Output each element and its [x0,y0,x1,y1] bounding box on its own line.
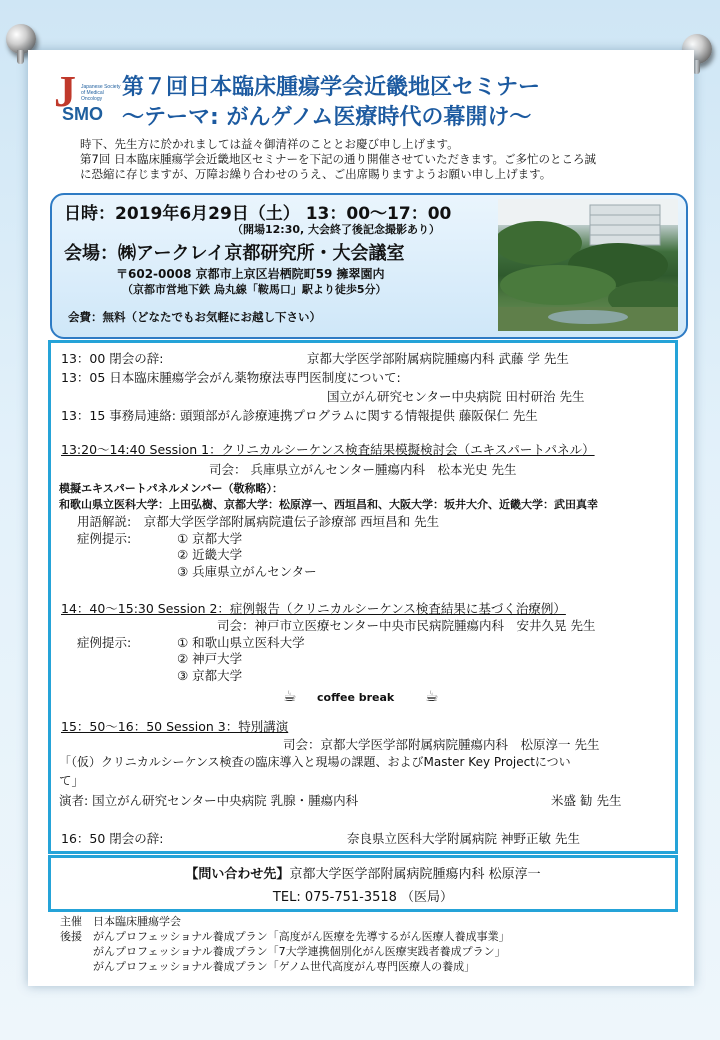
contact-org: 京都大学医学部附属病院腫瘍内科 松原淳一 [289,867,541,882]
event-date: 日時：2019年6月29日（土） 13：00～17：00 [64,204,452,224]
program-item: 13：15 事務局連絡: 頭頸部がん診療連携プログラムに関する情報提供 藤阪保仁 先生 [61,408,538,423]
venue-garden-photo [498,199,678,331]
case-item: ③ 京都大学 [177,668,243,683]
title-line1: 第７回日本臨床腫瘍学会近畿地区セミナー [122,75,541,100]
session2-chair: 司会：神戸市立医療センター中央市民病院腫瘍内科 安井久晃 先生 [217,618,596,633]
program-speaker: 国立がん研究センター中央病院 田村研治 先生 [327,389,585,404]
garden-illustration [498,199,678,331]
jsmo-logo [48,67,124,126]
intro-line: 第7回 日本臨床腫瘍学会近畿地区セミナーを下記の通り開催させていただきます。ご多忙のところ誠 [80,152,597,166]
case-item: ① 京都大学 [177,531,243,546]
closing-speaker: 奈良県立医科大学附属病院 神野正敏 先生 [347,831,580,846]
session3-speaker-name: 米盛 勧 先生 [551,793,622,808]
program-item: 13：05 日本臨床腫瘍学会がん薬物療法専門医制度について: [61,370,401,385]
session3-talk-title-end: て」 [59,773,85,788]
program-box [48,340,678,854]
event-access: （京都市営地下鉄 烏丸線「鞍馬口」駅より徒歩5分） [122,283,387,296]
session1-members-heading: 模擬エキスパートパネルメンバー（敬称略）： [59,482,283,495]
session1-title: 13:20～14:40 Session 1：クリニカルシーケンス検査結果模擬検討会（エキスパートパネル） [61,442,595,457]
session3-title: 15：50～16：50 Session 3：特別講演 [61,719,289,734]
closing-time: 16：50 閉会の辞: [61,831,164,846]
contact-line [51,863,675,882]
coffee-cup-icon: ☕ [425,687,439,705]
session2-cases-heading: 症例提示: [77,635,132,650]
event-address: 〒602-0008 京都市上京区岩栖院町59 擁翠園内 [116,267,385,281]
intro-line: に恐縮に存じますが、万障お繰り合わせのうえ、ご出席賜りますようお願い申し上げます。 [80,167,552,181]
title-line2: ～テーマ: がんゲノム医療時代の幕開け～ [122,105,532,130]
opening-time: 13：00 閉会の辞: [61,351,164,366]
footer-line: がんプロフェッショナル養成プラン「ゲノム世代高度がん専門医療人の養成」 [60,960,476,973]
footer-line: 主催 日本臨床腫瘍学会 [60,915,181,928]
session1-term: 用語解説: 京都大学医学部附属病院遺伝子診療部 西垣昌和 先生 [77,514,440,529]
logo-mark: J [54,67,76,116]
session3-chair: 司会：京都大学医学部附属病院腫瘍内科 松原淳一 先生 [283,737,600,752]
coffee-cup-icon: ☕ [283,687,297,705]
session1-members: 和歌山県立医科大学：上田弘樹、京都大学：松原淳一、西垣昌和、大阪大学：坂井大介、近畿大学：武田真幸 [59,498,598,511]
intro-line: 時下、先生方に於かれましては益々御清祥のこととお慶び申し上げます。 [80,137,459,151]
coffee-break-label: coffee break [317,691,395,704]
session1-chair: 司会： 兵庫県立がんセンター腫瘍内科 松本光史 先生 [209,462,517,477]
logo-subtitle: Japanese Society of Medical Oncology [81,84,121,102]
case-item: ① 和歌山県立医科大学 [177,635,305,650]
logo-text: SMO [62,104,104,124]
session3-speaker-affiliation: 演者: 国立がん研究センター中央病院 乳腺・腫瘍内科 [59,793,359,808]
contact-tel: TEL: 075-751-3518 （医局） [272,890,454,905]
case-item: ② 神戸大学 [177,651,243,666]
session2-title: 14：40～15:30 Session 2：症例報告（クリニカルシーケンス検査結果に基づく治療例） [61,601,566,616]
event-fee: 会費：無料（どなたでもお気軽にお越し下さい） [68,310,321,324]
footer-line: がんプロフェッショナル養成プラン「7大学連携個別化がん医療実践者養成プラン」 [60,945,506,958]
opening-speaker: 京都大学医学部附属病院腫瘍内科 武藤 学 先生 [307,351,569,366]
session3-talk-title: 「（仮）クリニカルシーケンス検査の臨床導入と現場の課題、およびMaster Key Projectについ [59,755,571,769]
event-date-note: （開場12:30, 大会終了後記念撮影あり） [232,223,441,236]
event-info-box [50,193,688,339]
case-item: ③ 兵庫県立がんセンター [177,564,317,579]
contact-box [48,855,678,912]
case-item: ② 近畿大学 [177,547,243,562]
footer-sponsors [60,914,510,974]
footer-line: 後援 がんプロフェッショナル養成プラン「高度がん医療を先導するがん医療人養成事業」 [60,930,510,943]
contact-label: 【問い合わせ先】 [185,867,290,882]
session1-cases-heading: 症例提示: [77,531,132,546]
event-venue: 会場：㈱アークレイ京都研究所・大会議室 [64,243,405,264]
intro-text [80,137,680,182]
